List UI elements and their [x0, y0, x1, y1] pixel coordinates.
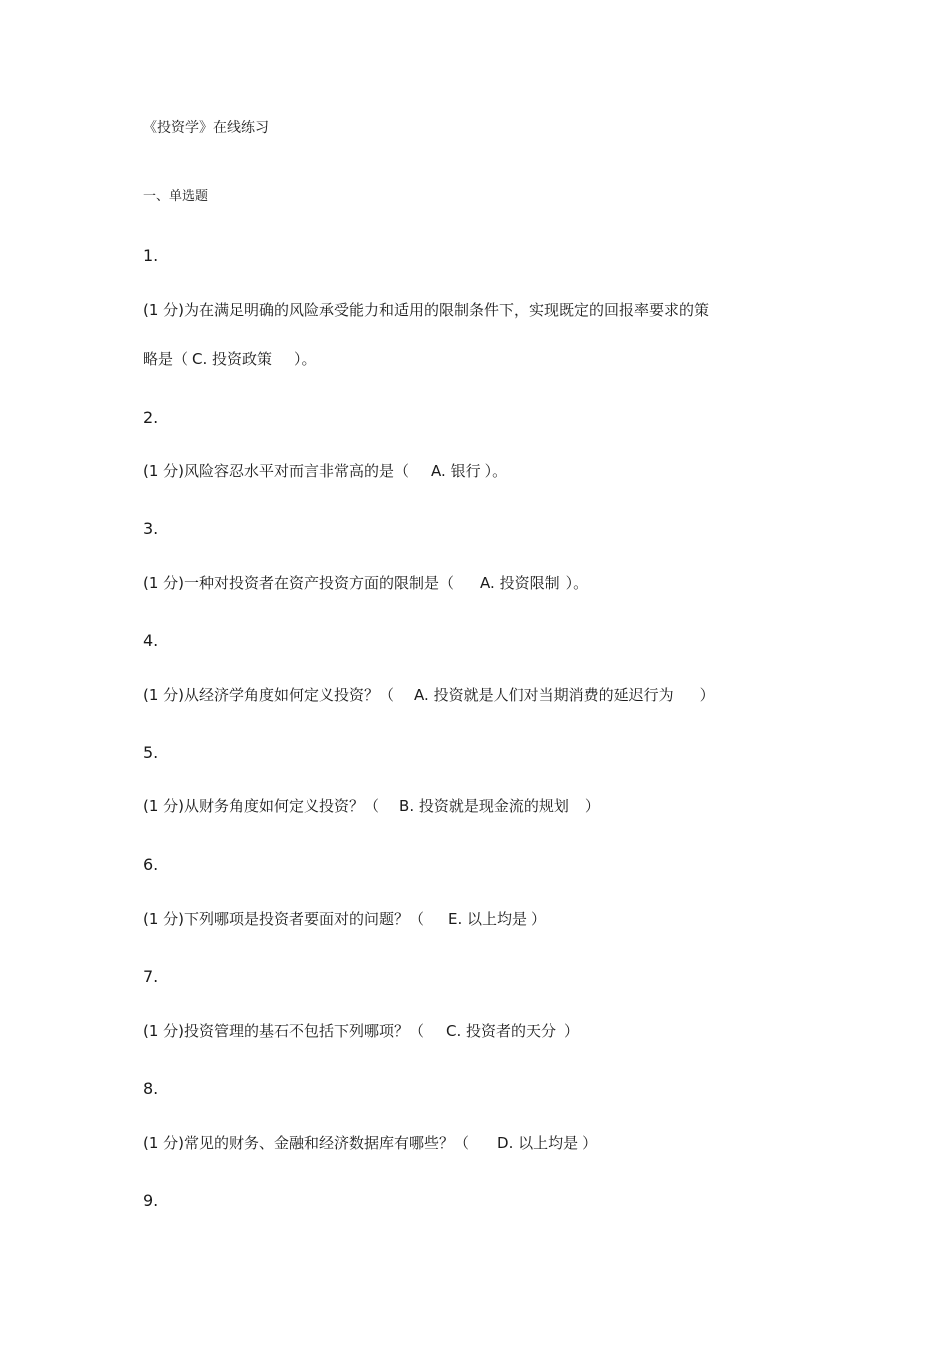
question-answer: E. 以上均是	[448, 910, 528, 928]
question-text	[143, 1136, 597, 1151]
question-number: 3.	[143, 519, 159, 538]
question-answer: D. 以上均是	[497, 1134, 579, 1152]
question-closing: ）	[584, 797, 600, 815]
question-number: 9.	[143, 1191, 159, 1210]
question-closing: ）。	[484, 462, 508, 480]
question-closing: ）。	[565, 574, 589, 592]
question-text	[143, 576, 588, 591]
section-heading: 一、单选题	[143, 189, 209, 204]
question-answer: C. 投资政策	[192, 350, 273, 368]
question-stem: (1 分)从经济学角度如何定义投资？（	[143, 686, 395, 704]
question-stem: (1 分)下列哪项是投资者要面对的问题？（	[143, 910, 425, 928]
question-number: 4.	[143, 631, 159, 650]
question-answer: B. 投资就是现金流的规划	[399, 797, 569, 815]
question-number: 8.	[143, 1079, 159, 1098]
document-title: 《投资学》在线练习	[143, 120, 269, 136]
question-stem: (1 分)从财务角度如何定义投资？（	[143, 797, 380, 815]
question-answer: A. 银行	[431, 462, 481, 480]
question-stem: (1 分)风险容忍水平对而言非常高的是（	[143, 462, 410, 480]
question-number: 5.	[143, 743, 159, 762]
question-stem: (1 分)一种对投资者在资产投资方面的限制是（	[143, 574, 455, 592]
question-answer: A. 投资就是人们对当期消费的延迟行为	[414, 686, 674, 704]
question-text-continued	[143, 352, 317, 367]
question-text	[143, 688, 715, 703]
question-text	[143, 1024, 579, 1039]
question-text	[143, 912, 546, 927]
question-closing: ）	[564, 1022, 580, 1040]
question-answer: A. 投资限制	[480, 574, 560, 592]
question-number: 2.	[143, 408, 159, 427]
question-closing: ）	[531, 910, 547, 928]
question-stem: (1 分)常见的财务、金融和经济数据库有哪些？（	[143, 1134, 470, 1152]
question-text	[143, 464, 507, 479]
question-stem: 略是（	[143, 350, 189, 368]
question-answer: C. 投资者的天分	[446, 1022, 557, 1040]
question-closing: ）。	[294, 350, 317, 368]
question-closing: ）	[699, 686, 715, 704]
question-text: (1 分)为在满足明确的风险承受能力和适用的限制条件下，实现既定的回报率要求的策	[143, 301, 710, 319]
question-closing: ）	[582, 1134, 598, 1152]
question-number: 1.	[143, 246, 159, 265]
question-text	[143, 799, 600, 814]
question-stem: (1 分)投资管理的基石不包括下列哪项？（	[143, 1022, 425, 1040]
question-number: 7.	[143, 967, 159, 986]
question-number: 6.	[143, 855, 159, 874]
